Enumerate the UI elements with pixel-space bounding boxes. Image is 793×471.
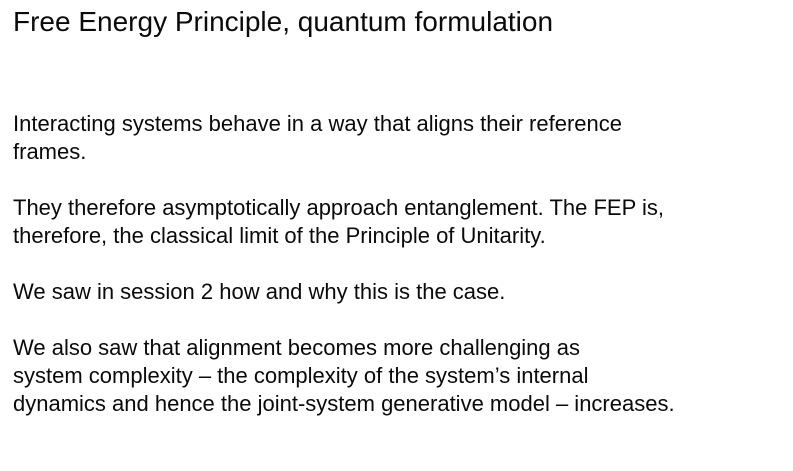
text-line: system complexity – the complexity of the system’s internal [13, 363, 589, 388]
text-line: They therefore asymptotically approach entanglement. The FEP is, [13, 195, 664, 220]
text-line: We saw in session 2 how and why this is the case. [13, 279, 506, 304]
text-line: Interacting systems behave in a way that aligns their reference [13, 111, 622, 136]
text-line: frames. [13, 139, 87, 164]
slide-title: Free Energy Principle, quantum formulation [13, 6, 554, 37]
paragraph-alignment [13, 110, 788, 166]
paragraph-complexity [13, 334, 788, 418]
paragraph-entanglement [13, 194, 788, 250]
text-line: dynamics and hence the joint-system generative model – increases. [13, 391, 675, 416]
text-line: We also saw that alignment becomes more challenging as [13, 335, 581, 360]
slide-body [13, 110, 788, 446]
text-line: therefore, the classical limit of the Principle of Unitarity. [13, 223, 546, 248]
paragraph-session [13, 278, 788, 306]
